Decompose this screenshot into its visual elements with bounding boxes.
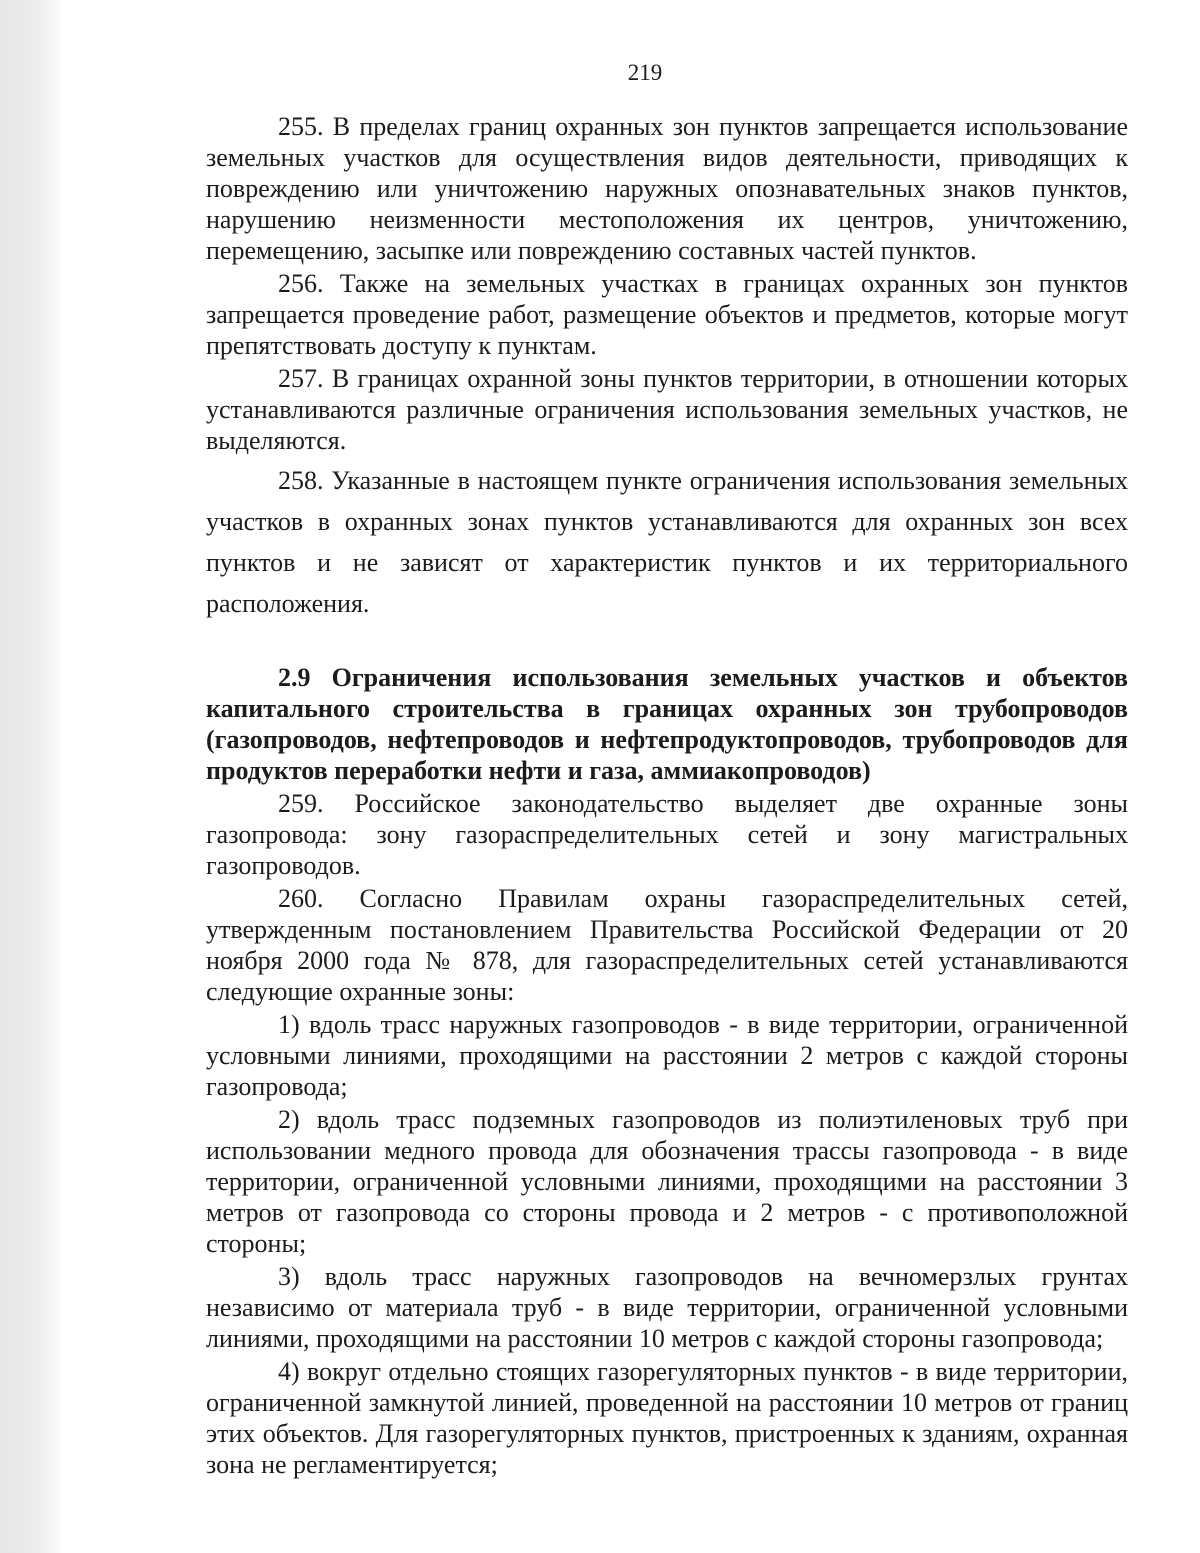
scan-edge-shadow (0, 0, 62, 1553)
paragraph-258: 258. Указанные в настоящем пункте ограничения использования земельных участков в охранных зонах пунктов устанавливаются для охранных зон всех пунктов и не зависят от характеристик пунктов и их территориального расположения. (206, 466, 1128, 618)
page-number: 219 (627, 60, 663, 85)
paragraph-257: 257. В границах охранной зоны пунктов территории, в отношении которых устанавливаются различные ограничения использования земельных участков, не выделяются. (206, 364, 1128, 455)
list-item-3: 3) вдоль трасс наружных газопроводов на вечномерзлых грунтах независимо от материала труб - в виде территории, ограниченной условными линиями, проходящими на расстоянии 10 метров с каждой стороны газопровода; (206, 1262, 1128, 1353)
paragraph-255: 255. В пределах границ охранных зон пунктов запрещается использование земельных участков для осуществления видов деятельности, приводящих к повреждению или уничтожению наружных опознавательных знаков пунктов, нарушению неизменности местоположения их центров, уничтожению, перемещению, засыпке или повреждению составных частей пунктов. (206, 112, 1128, 265)
document-body (206, 111, 1128, 1480)
list-item-2: 2) вдоль трасс подземных газопроводов из полиэтиленовых труб при использовании медного провода для обозначения трассы газопровода - в виде территории, ограниченной условными линиями, проходящими на расстоянии 3 метров от газопровода со стороны провода и 2 метров - с противоположной стороны; (206, 1105, 1128, 1258)
paragraph-260: 260. Согласно Правилам охраны газораспределительных сетей, утвержденным постановлением Правительства Российской Федерации от 20 ноября 2000 года № 878, для газораспределительных сетей устанавливаются следующие охранные зоны: (206, 884, 1128, 1006)
paragraph-256: 256. Также на земельных участках в границах охранных зон пунктов запрещается проведение работ, размещение объектов и предметов, которые могут препятствовать доступу к пунктам. (206, 269, 1128, 360)
list-item-4: 4) вокруг отдельно стоящих газорегуляторных пунктов - в виде территории, ограниченной замкнутой линией, проведенной на расстоянии 10 метров от границ этих объектов. Для газорегуляторных пунктов, пристроенных к зданиям, охранная зона не регламентируется; (206, 1357, 1128, 1479)
paragraph-259: 259. Российское законодательство выделяет две охранные зоны газопровода: зону газораспределительных сетей и зону магистральных газопроводов. (206, 789, 1128, 880)
list-item-1: 1) вдоль трасс наружных газопроводов - в виде территории, ограниченной условными линиями, проходящими на расстоянии 2 метров с каждой стороны газопровода; (206, 1010, 1128, 1101)
section-heading: 2.9 Ограничения использования земельных участков и объектов капитального строительства в границах охранных зон трубопроводов (газопроводов, нефтепроводов и нефтепродуктопроводов, трубопроводов для продуктов переработки нефти и газа, аммиакопроводов) (206, 663, 1128, 785)
